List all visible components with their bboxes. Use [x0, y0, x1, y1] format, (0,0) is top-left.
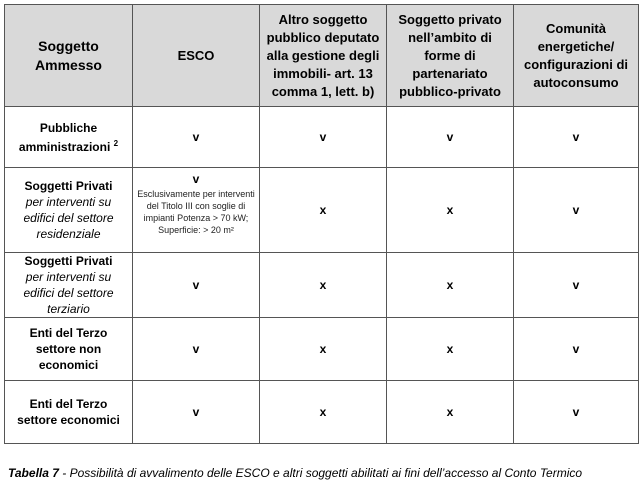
eligibility-table: [4, 4, 639, 444]
cell-privato: [387, 253, 514, 318]
header-soggetto-ammesso: Soggetto Ammesso: [5, 5, 133, 107]
table-row: [5, 381, 639, 444]
check-mark: v: [192, 405, 200, 419]
cell-esco: [133, 318, 260, 381]
check-mark: v: [572, 342, 580, 356]
cross-mark: x: [319, 203, 327, 217]
cross-mark: x: [319, 405, 327, 419]
row-label: [5, 107, 133, 168]
cell-esco: [133, 168, 260, 253]
row-label: [5, 318, 133, 381]
row-label: [5, 253, 133, 318]
table-row: [5, 107, 639, 168]
table-container: [4, 4, 638, 444]
row-label: [5, 168, 133, 253]
cell-altro: [260, 168, 387, 253]
cell-comunita: [514, 253, 639, 318]
row-title: Soggetti Privati: [24, 179, 113, 193]
cell-privato: [387, 168, 514, 253]
row-subtitle: per interventi su edifici del settore residenziale: [23, 195, 114, 241]
cell-privato: [387, 107, 514, 168]
row-title: Enti del Terzo settore economici: [17, 397, 120, 427]
cell-esco: [133, 381, 260, 444]
row-subtitle: per interventi su edifici del settore terziario: [23, 270, 114, 316]
cell-privato: [387, 318, 514, 381]
row-label: [5, 381, 133, 444]
header-esco: ESCO: [133, 5, 260, 107]
table-row: [5, 253, 639, 318]
cross-mark: x: [446, 203, 454, 217]
footnote-ref: 2: [113, 138, 119, 148]
check-mark: v: [192, 172, 200, 186]
cell-altro: [260, 381, 387, 444]
cross-mark: x: [319, 278, 327, 292]
check-mark: v: [192, 130, 200, 144]
cell-esco: [133, 107, 260, 168]
cross-mark: x: [446, 405, 454, 419]
cross-mark: x: [446, 278, 454, 292]
check-mark: v: [192, 278, 200, 292]
check-mark: v: [572, 278, 580, 292]
esco-note: Esclusivamente per interventi del Titolo III con soglie di impianti Potenza > 70 kW; Superficie: > 20 m²: [137, 189, 255, 235]
check-mark: v: [319, 130, 327, 144]
check-mark: v: [192, 342, 200, 356]
cell-comunita: [514, 381, 639, 444]
cross-mark: x: [319, 342, 327, 356]
table-row: [5, 318, 639, 381]
header-soggetto-privato-ppp: Soggetto privato nell’ambito di forme di partenariato pubblico-privato: [387, 5, 514, 107]
cell-esco: [133, 253, 260, 318]
table-caption: [8, 466, 582, 480]
row-title: Soggetti Privati: [24, 254, 113, 268]
cell-privato: [387, 381, 514, 444]
check-mark: v: [572, 130, 580, 144]
cell-altro: [260, 318, 387, 381]
header-comunita-energetiche: Comunità energetiche/ configurazioni di autoconsumo: [514, 5, 639, 107]
cross-mark: x: [446, 342, 454, 356]
cell-comunita: [514, 318, 639, 381]
cell-comunita: [514, 168, 639, 253]
table-row: [5, 168, 639, 253]
cell-altro: [260, 107, 387, 168]
header-row: [5, 5, 639, 107]
caption-label: Tabella 7: [8, 466, 59, 480]
row-title: Enti del Terzo settore non economici: [29, 326, 108, 372]
caption-text: - Possibilità di avvalimento delle ESCO e altri soggetti abilitati ai fini dell’accesso al Conto Termico: [58, 466, 583, 480]
header-altro-soggetto-pubblico: Altro soggetto pubblico deputato alla gestione degli immobili- art. 13 comma 1, lett. b): [260, 5, 387, 107]
check-mark: v: [572, 405, 580, 419]
cell-altro: [260, 253, 387, 318]
cell-comunita: [514, 107, 639, 168]
row-title: Pubbliche amministrazioni: [18, 120, 111, 154]
check-mark: v: [446, 130, 454, 144]
check-mark: v: [572, 203, 580, 217]
